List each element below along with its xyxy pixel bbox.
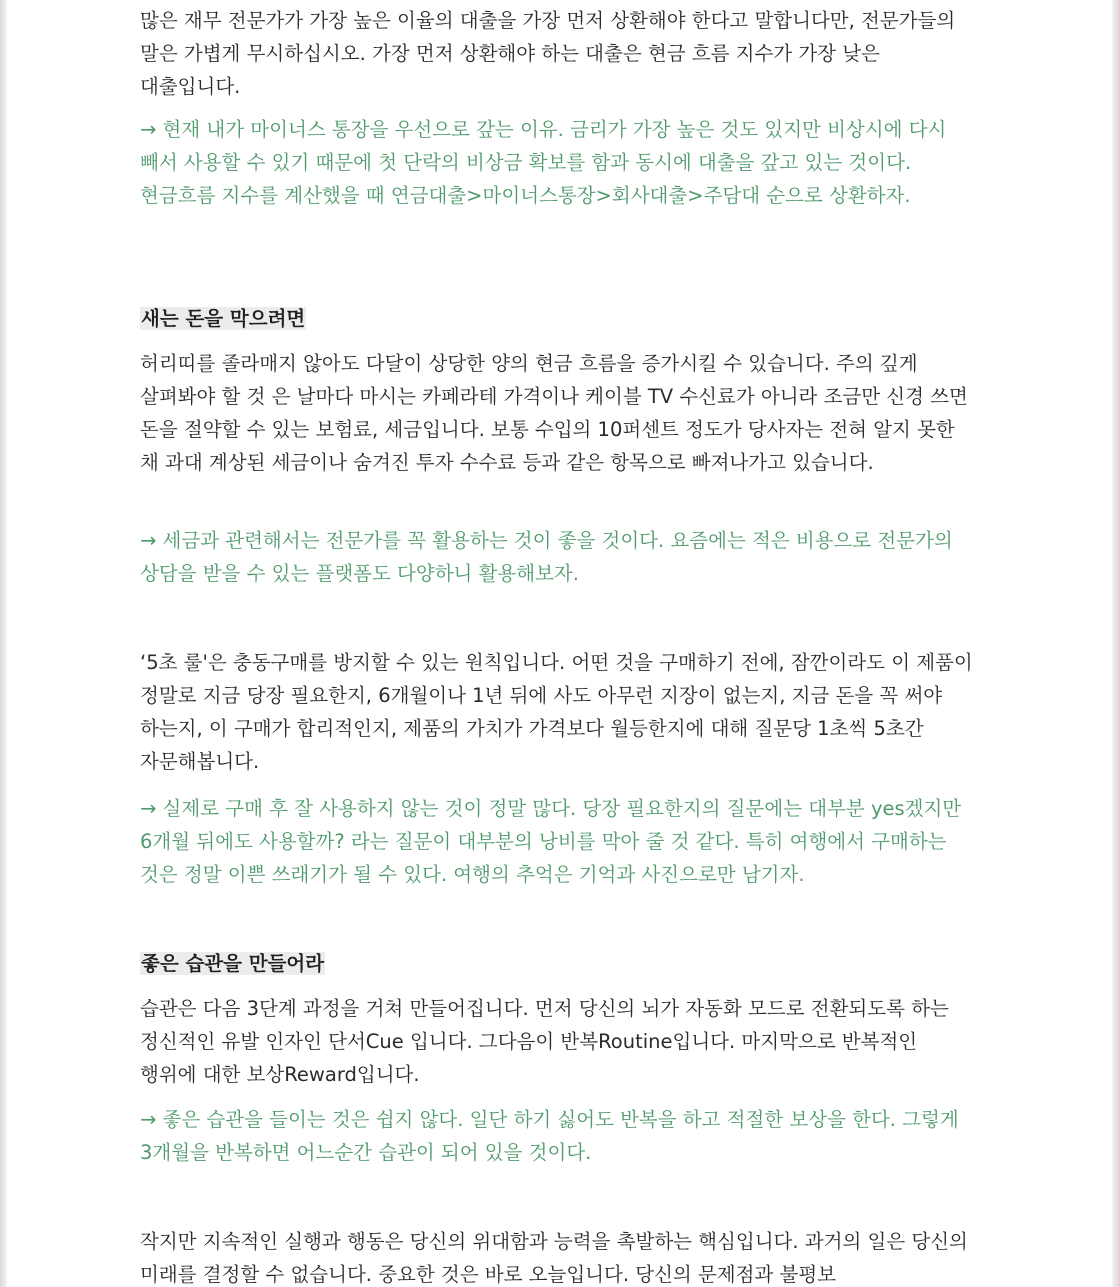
paragraph-five-second-rule: ‘5초 룰'은 충동구매를 방지할 수 있는 원칙입니다. 어떤 것을 구매하기 전에, 잠깐이라도 이 제품이 정말로 지금 당장 필요한지, 6개월이나 1년 뒤에 사도 아무런 지장이 없는지, 지금 돈을 꼭 써야 하는지, 이 구매가 합리적인지, 제품의 가치가 가격보다 월등한지에 대해 질문당 1초씩 5초간 자문해봅니다. <box>140 651 973 773</box>
note-impulse-buying: → 실제로 구매 후 잘 사용하지 않는 것이 정말 많다. 당장 필요한지의 질문에는 대부분 yes겠지만 6개월 뒤에도 사용할까? 라는 질문이 대부분의 낭비를 막아 줄 것 같다. 특히 여행에서 구매하는 것은 정말 이쁜 쓰래기가 될 수 있다. 여행의 추억은 기억과 사진으로만 남기자. <box>140 797 962 886</box>
note-tax-expert: → 세금과 관련해서는 전문가를 꼭 활용하는 것이 좋을 것이다. 요즘에는 적은 비용으로 전문가의 상담을 받을 수 있는 플랫폼도 다양하니 활용해보자. <box>140 529 953 585</box>
section-heading-stop-leaks: 새는 돈을 막으려면 <box>141 307 306 330</box>
note-habit-practice: → 좋은 습관을 들이는 것은 쉽지 않다. 일단 하기 싫어도 반복을 하고 적절한 보상을 한다. 그렇게 3개월을 반복하면 어느순간 습관이 되어 있을 것이다. <box>140 1108 959 1164</box>
page-edge-right <box>1112 0 1119 1287</box>
paragraph-habit-loop: 습관은 다음 3단계 과정을 거쳐 만들어집니다. 먼저 당신의 뇌가 자동화 모드로 전환되도록 하는 정신적인 유발 인자인 단서Cue 입니다. 그다음이 반복Routine입니다. 마지막으로 반복적인 행위에 대한 보상Reward입니다. <box>140 997 949 1086</box>
paragraph-loan-repayment: 많은 재무 전문가가 가장 높은 이율의 대출을 가장 먼저 상환해야 한다고 말합니다만, 전문가들의 말은 가볍게 무시하십시오. 가장 먼저 상환해야 하는 대출은 현금 흐름 지수가 가장 낮은 대출입니다. <box>140 9 956 98</box>
paragraph-small-actions: 작지만 지속적인 실행과 행동은 당신의 위대함과 능력을 촉발하는 핵심입니다. 과거의 일은 당신의 미래를 결정할 수 없습니다. 중요한 것은 바로 오늘입니다. 당신의 문제점과 불평보 <box>140 1230 968 1286</box>
note-minus-account: → 현재 내가 마이너스 통장을 우선으로 갚는 이유. 금리가 가장 높은 것도 있지만 비상시에 다시 빼서 사용할 수 있기 때문에 첫 단락의 비상금 확보를 함과 동시에 대출을 갚고 있는 것이다. 현금흐름 지수를 계산했을 때 연금대출>마이너스통장>회사대출>주담대 순으로 상환하자. <box>140 118 947 207</box>
section-heading-good-habits: 좋은 습관을 만들어라 <box>141 952 325 975</box>
page-edge-left <box>0 0 7 1287</box>
paragraph-cash-flow: 허리띠를 졸라매지 않아도 다달이 상당한 양의 현금 흐름을 증가시킬 수 있습니다. 주의 깊게 살펴봐야 할 것 은 날마다 마시는 카페라테 가격이나 케이블 TV 수신료가 아니라 조금만 신경 쓰면 돈을 절약할 수 있는 보험료, 세금입니다. 보통 수입의 10퍼센트 정도가 당사자는 전혀 알지 못한 채 과대 계상된 세금이나 숨겨진 투자 수수료 등과 같은 항목으로 빠져나가고 있습니다. <box>140 352 968 474</box>
